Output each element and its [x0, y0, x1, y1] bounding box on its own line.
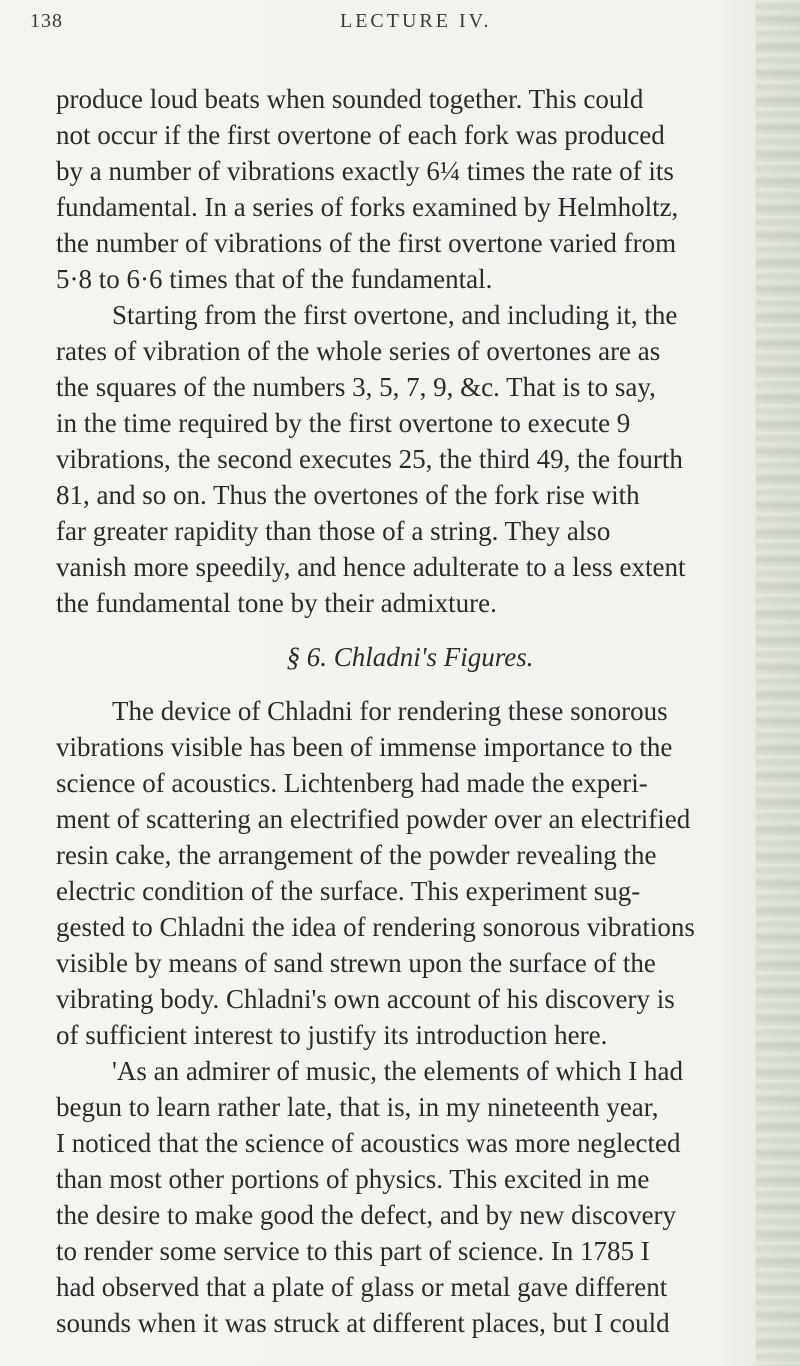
text-line: 81, and so on. Thus the overtones of the fork rise with [56, 480, 640, 510]
text-line: rates of vibration of the whole series of overtones are as [56, 336, 661, 366]
running-head: LECTURE IV. [340, 10, 492, 32]
text-line: gested to Chladni the idea of rendering sonorous vibrations [56, 912, 695, 942]
text-line: 5·8 to 6·6 times that of the fundamental. [56, 264, 493, 294]
text-line: to render some service to this part of science. In 1785 I [56, 1236, 650, 1266]
text-line: visible by means of sand strewn upon the surface of the [56, 948, 656, 978]
text-line: begun to learn rather late, that is, in my nineteenth year, [56, 1092, 659, 1122]
text-line: far greater rapidity than those of a string. They also [56, 516, 611, 546]
text-line: than most other portions of physics. This excited in me [56, 1164, 650, 1194]
page-edge [756, 0, 800, 1366]
text-line: The device of Chladni for rendering these sonorous [112, 696, 668, 726]
text-line: Starting from the first overtone, and including it, the [112, 300, 678, 330]
text-line: in the time required by the first overtone to execute 9 [56, 408, 631, 438]
text-line: electric condition of the surface. This experiment sug- [56, 876, 641, 906]
section-heading: § 6. Chladni's Figures. [286, 642, 534, 672]
text-line: ment of scattering an electrified powder over an electrified [56, 804, 691, 834]
text-line: had observed that a plate of glass or metal gave different [56, 1272, 668, 1302]
text-line: by a number of vibrations exactly 6¼ times the rate of its [56, 156, 674, 186]
text-line: the desire to make good the defect, and by new discovery [56, 1200, 677, 1230]
text-line: the squares of the numbers 3, 5, 7, 9, &c. That is to say, [56, 372, 656, 402]
text-line: fundamental. In a series of forks examined by Helmholtz, [56, 192, 679, 222]
text-line: the number of vibrations of the first overtone varied from [56, 228, 677, 258]
text-line: vibrations visible has been of immense importance to the [56, 732, 673, 762]
text-line: not occur if the first overtone of each fork was produced [56, 120, 665, 150]
page-header [30, 8, 750, 38]
text-line: vibrations, the second executes 25, the third 49, the fourth [56, 444, 683, 474]
text-line: 'As an admirer of music, the elements of which I had [112, 1056, 683, 1086]
text-line: of sufficient interest to justify its introduction here. [56, 1020, 608, 1050]
text-line: science of acoustics. Lichtenberg had made the experi- [56, 768, 648, 798]
text-line: produce loud beats when sounded together. This could [56, 84, 644, 114]
text-line: I noticed that the science of acoustics was more neglected [56, 1128, 681, 1158]
text-line: vanish more speedily, and hence adulterate to a less extent [56, 552, 686, 582]
text-line: resin cake, the arrangement of the powder revealing the [56, 840, 657, 870]
text-line: vibrating body. Chladni's own account of his discovery is [56, 984, 675, 1014]
text-line: the fundamental tone by their admixture. [56, 588, 497, 618]
text-line: sounds when it was struck at different places, but I could [56, 1308, 670, 1338]
page-number: 138 [30, 10, 63, 32]
